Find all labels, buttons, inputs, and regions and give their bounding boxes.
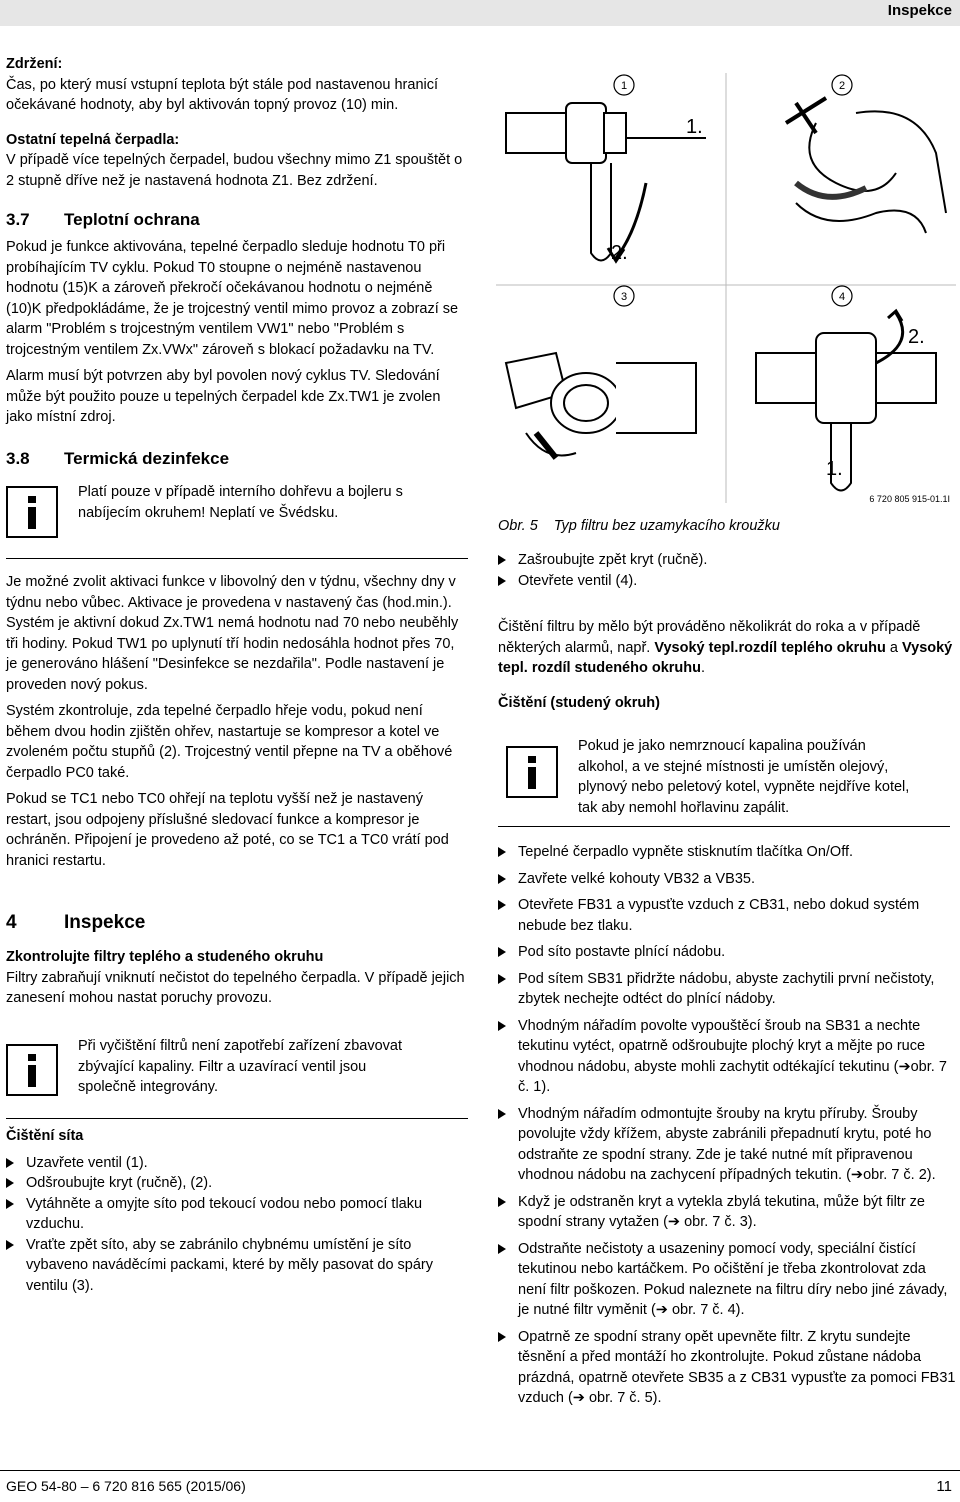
list-item: Odstraňte nečistoty a usazeniny pomocí vody, speciální čistící tekutinou nebo kartáčkem. Po očištění je třeba zkontrolovat zda není filtr poškozen. Pokud naleznete na filtru díry nebo jiné závady, je nutné filtr vyměnit (➔ obr. 7 č. 4). bbox=[498, 1239, 958, 1321]
figure-badge-2: 2 bbox=[838, 80, 846, 92]
other-pumps-title: Ostatní tepelná čerpadla: bbox=[6, 131, 180, 148]
other-pumps-text: V případě více tepelných čerpadel, budou všechny mimo Z1 spouštět o 2 stupně dříve než je nastavená hodnota Z1. Bez zdržení. bbox=[6, 152, 463, 189]
figure-step-label: 2. bbox=[908, 326, 925, 348]
section-3-8-paragraph-1: Je možné zvolit aktivaci funkce v libovolný den v týdnu, všechny dny v týdnu nebo vůbec. Aktivace je provedena v nastavený čas (hod.min.). Systém je aktivní dokud Zx.TW1 nemá hodnotu nad 70 nebo neuběhly tři hodiny. Pokud TW1 po uplynutí tří hodin nedosáhla hodnot přes 70, je generováno hlášení "Desinfekce se nezdařila". Podle nastavení je proveden nový pokus. bbox=[6, 574, 459, 693]
figure-step-label: 1. bbox=[686, 116, 703, 138]
right-column-steps bbox=[498, 842, 958, 1409]
delay-title: Zdržení: bbox=[6, 56, 63, 72]
right-steps-b bbox=[498, 842, 958, 1409]
bullet-triangle-icon bbox=[498, 847, 506, 857]
figure-badge-1: 1 bbox=[620, 80, 628, 92]
right-column bbox=[498, 550, 958, 713]
figure-badge-4: 4 bbox=[838, 291, 846, 303]
list-item: Odšroubujte kryt (ručně), (2). bbox=[6, 1173, 446, 1194]
info-note-3-rule bbox=[498, 826, 950, 827]
sieve-title: Čištění síta bbox=[6, 1128, 84, 1144]
left-column-lower bbox=[6, 572, 468, 1009]
info-icon bbox=[6, 486, 58, 538]
bullet-triangle-icon bbox=[498, 1244, 506, 1254]
bullet-triangle-icon bbox=[498, 1021, 506, 1031]
panel-2-drawing bbox=[786, 98, 946, 233]
section-4-number: 4 bbox=[6, 912, 17, 933]
cold-circuit-title: Čištění (studený okruh) bbox=[498, 694, 660, 711]
bullet-triangle-icon bbox=[6, 1199, 14, 1209]
list-item: Zašroubujte zpět kryt (ručně). bbox=[498, 550, 958, 571]
list-item: Vraťte zpět síto, aby se zabránilo chybnému umístění je síto vybaveno naváděcími packami, které by měly pasovat do spáry ventilu (3). bbox=[6, 1235, 446, 1297]
filter-illustration bbox=[496, 63, 956, 513]
bullet-triangle-icon bbox=[498, 1109, 506, 1119]
header-section-title: Inspekce bbox=[887, 2, 952, 19]
section-4-heading bbox=[6, 911, 468, 935]
bullet-triangle-icon bbox=[6, 1158, 14, 1168]
list-item: Tepelné čerpadlo vypněte stisknutím tlačítka On/Off. bbox=[498, 842, 958, 863]
section-3-8-title: Termická dezinfekce bbox=[64, 448, 230, 468]
bullet-triangle-icon bbox=[498, 1332, 506, 1342]
list-item: Pod síto postavte plnící nádobu. bbox=[498, 942, 958, 963]
info-note-1-text: Platí pouze v případě interního dohřevu a bojleru s nabíjecím okruhem! Neplatí ve Švédsku. bbox=[78, 484, 403, 521]
info-note-1-rule bbox=[6, 558, 468, 559]
section-3-7-paragraph-1: Pokud je funkce aktivována, tepelné čerpadlo sleduje hodnotu T0 při probíhajícím TV cyklu. Pokud T0 stoupne o nejméně nastavenou hodnotu (15)K a zároveň překročí očekávanou hodnotu o nejméně (10)K předpokládáme, že je trojcestný ventil mimo provoz a zobrazí se alarm "Problém s trojcestným ventilem VW1" nebo "Problém s trojcestným ventilem Zx.VWx" zároveň s blokací požadavku na TV. bbox=[6, 239, 459, 358]
page-number: 11 bbox=[936, 1478, 952, 1495]
list-item: Vytáhněte a omyjte síto pod tekoucí vodou nebo pomocí tlaku vzduchu. bbox=[6, 1194, 446, 1235]
sieve-section bbox=[6, 1126, 446, 1296]
list-item: Pod sítem SB31 přidržte nádobu, abyste zachytili první nečistoty, zbytek nechejte odtéct do plnící nádoby. bbox=[498, 969, 958, 1010]
section-3-8-paragraph-3: Pokud se TC1 nebo TC0 ohřejí na teplotu vyšší než je nastavený restart, jsou odpojeny příslušné sledovací funkce a kompresor je ochráněn. Připojení je provedeno až poté, co se TC1 a TC0 vrátí pod hranici restartu. bbox=[6, 791, 449, 869]
list-item: Když je odstraněn kryt a vytekla zbylá tekutina, může být filtr ze spodní strany vytažen (➔ obr. 7 č. 3). bbox=[498, 1192, 958, 1233]
figure-step-label: 2. bbox=[611, 242, 628, 264]
section-3-8-number: 3.8 bbox=[6, 448, 30, 468]
figure-badge-3: 3 bbox=[620, 291, 628, 303]
list-item: Vhodným nářadím odmontujte šrouby na krytu příruby. Šrouby povolujte vždy křížem, abyste zabránili přepadnutí krytu, poté ho odstraňte ze spodní strany. Zde je také nutné mít připravenou vhodnou nádobu na zachycení případných tekutin. (➔obr. 7 č. 2). bbox=[498, 1104, 958, 1186]
filters-title: Zkontrolujte filtry teplého a studeného okruhu bbox=[6, 949, 324, 965]
info-note-2 bbox=[6, 1032, 468, 1122]
bullet-triangle-icon bbox=[498, 900, 506, 910]
figure-caption-text: Typ filtru bez uzamykacího kroužku bbox=[553, 518, 780, 534]
section-3-8-heading bbox=[6, 448, 468, 470]
bullet-triangle-icon bbox=[498, 947, 506, 957]
bullet-triangle-icon bbox=[6, 1178, 14, 1188]
bullet-triangle-icon bbox=[498, 974, 506, 984]
list-item: Otevřete FB31 a vypusťte vzduch z CB31, nebo dokud systém nebude bez tlaku. bbox=[498, 895, 958, 936]
section-3-7-number: 3.7 bbox=[6, 210, 30, 229]
sieve-steps bbox=[6, 1153, 446, 1297]
info-note-2-rule bbox=[6, 1118, 468, 1119]
left-column bbox=[6, 54, 468, 470]
list-item: Opatrně ze spodní strany opět upevněte filtr. Z krytu sundejte těsnění a před montáží ho zkontrolujte. Pokud zůstane nádoba prázdná, opatrně otevřete SB35 a z CB31 vypusťte za pomoci FB31 vzduch (➔ obr. 7 č. 5). bbox=[498, 1327, 958, 1409]
right-steps-a bbox=[498, 550, 958, 591]
footer-rule bbox=[0, 1470, 960, 1471]
bullet-triangle-icon bbox=[498, 555, 506, 565]
section-4-title: Inspekce bbox=[64, 912, 146, 933]
footer-document-id: GEO 54-80 – 6 720 816 565 (2015/06) bbox=[6, 1478, 246, 1494]
list-item: Otevřete ventil (4). bbox=[498, 571, 958, 592]
bullet-triangle-icon bbox=[498, 576, 506, 586]
info-icon bbox=[6, 1044, 58, 1096]
header-bar bbox=[0, 0, 960, 26]
bullet-triangle-icon bbox=[498, 874, 506, 884]
section-3-8-paragraph-2: Systém zkontroluje, zda tepelné čerpadlo hřeje vodu, pokud není během dvou hodin zjištěn ohřev, nastartuje se kompresor a kotel ve zvoleném počtu stupňů (2). Trojcestný ventil přepne na TV a oběhové čerpadlo PC0 také. bbox=[6, 703, 453, 781]
bullet-triangle-icon bbox=[498, 1197, 506, 1207]
bullet-triangle-icon bbox=[6, 1240, 14, 1250]
panel-3-drawing bbox=[506, 353, 696, 458]
info-note-3 bbox=[506, 734, 958, 830]
figure-step-label: 1. bbox=[826, 458, 843, 480]
info-icon bbox=[506, 746, 558, 798]
list-item: Zavřete velké kohouty VB32 a VB35. bbox=[498, 869, 958, 890]
delay-text: Čas, po který musí vstupní teplota být stále pod nastavenou hranicí očekávané hodnoty, aby byl aktivován topný provoz (10) min. bbox=[6, 76, 439, 113]
figure-caption-number: Obr. 5 bbox=[498, 518, 538, 534]
figure-caption bbox=[498, 518, 780, 534]
list-item: Uzavřete ventil (1). bbox=[6, 1153, 446, 1174]
filters-text: Filtry zabraňují vniknutí nečistot do tepelného čerpadla. V případě jejich zanesení mohou nastat poruchy provozu. bbox=[6, 969, 465, 1006]
section-3-7-paragraph-2: Alarm musí být potvrzen aby byl povolen nový cyklus TV. Sledování může být použito pouze u tepelných čerpadel kde Zx.TW1 je zvolen jako místní zdroj. bbox=[6, 368, 441, 425]
info-note-2-text: Při vyčištění filtrů není zapotřebí zařízení zbavovat zbývající kapaliny. Filtr a uzavírací ventil jsou společně integrovány. bbox=[78, 1038, 402, 1095]
figure-code: 6 720 805 915-01.1I bbox=[869, 494, 950, 504]
section-3-7-title: Teplotní ochrana bbox=[64, 210, 200, 229]
list-item: Vhodným nářadím povolte vypouštěcí šroub na SB31 a nechte tekutinu vytéct, opatrně odšroubujte plochý kryt a mějte po ruce vhodnou nádobu, abyste mohli zachytit odtékající tekutinu (➔obr. 7 č. 1). bbox=[498, 1016, 958, 1098]
panel-1-drawing bbox=[506, 103, 706, 261]
section-3-7-heading bbox=[6, 209, 468, 231]
info-note-1 bbox=[6, 480, 468, 562]
filter-cleaning-paragraph: Čištění filtru by mělo být prováděno několikrát do roka a v případě některých alarmů, např. Vysoký tepl.rozdíl teplého okruhu a Vysoký tepl. rozdíl studeného okruhu. bbox=[498, 619, 953, 676]
info-note-3-text: Pokud je jako nemrznoucí kapalina používán alkohol, a ve stejné místnosti je umístěn olejový, plynový nebo peletový kotel, vypněte nejdříve kotel, tak aby nemohl hořlavinu zapálit. bbox=[578, 738, 910, 816]
